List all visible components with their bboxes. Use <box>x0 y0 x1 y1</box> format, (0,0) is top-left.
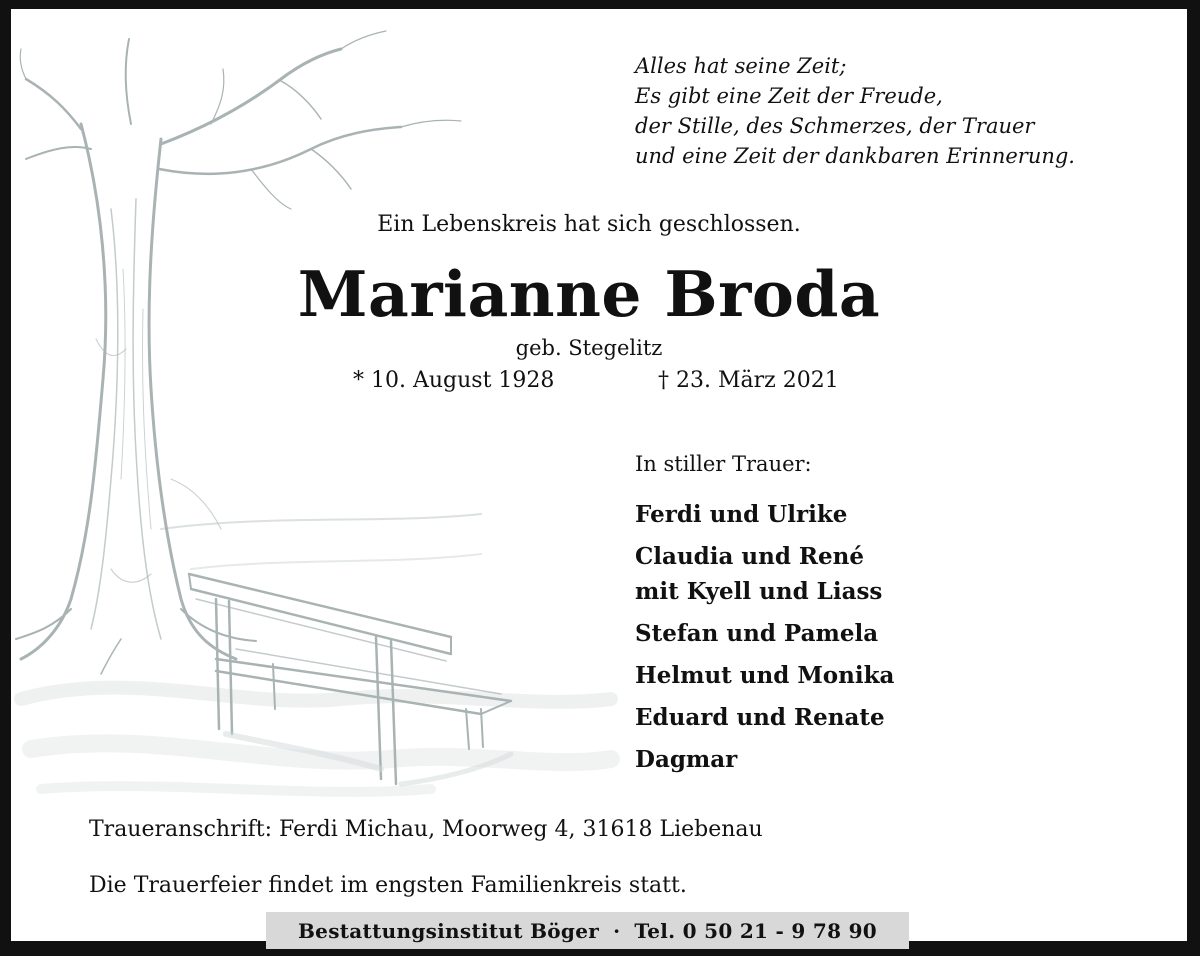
funeral-home-name: Bestattungsinstitut Böger <box>297 918 600 943</box>
intro-text: Ein Lebenskreis hat sich geschlossen. <box>377 212 801 237</box>
mourner-entry <box>635 658 894 693</box>
mourner-entry <box>635 539 894 609</box>
deceased-name: Marianne Broda <box>297 257 881 331</box>
mourner-line: Helmut und Monika <box>635 662 895 689</box>
mourner-entry <box>635 497 894 532</box>
poem-line: und eine Zeit der dankbaren Erinnerung. <box>635 144 1075 168</box>
mourner-line: mit Kyell und Liass <box>635 578 883 605</box>
ceremony-note: Die Trauerfeier findet im engsten Familienkreis statt. <box>89 873 687 898</box>
mourner-entry <box>635 742 894 777</box>
mourners-heading: In stiller Trauer: <box>635 452 812 476</box>
death-date: † 23. März 2021 <box>658 368 839 393</box>
mourner-line: Dagmar <box>635 746 738 773</box>
birth-date: * 10. August 1928 <box>353 368 555 393</box>
mourner-line: Ferdi und Ulrike <box>635 501 848 528</box>
mourner-line: Stefan und Pamela <box>635 620 879 647</box>
mourner-entry <box>635 700 894 735</box>
poem <box>635 51 1075 171</box>
tree-and-bench-illustration <box>11 9 631 829</box>
mourners-list <box>635 497 894 784</box>
footer-separator: · <box>613 918 621 943</box>
poem-line: Alles hat seine Zeit; <box>635 54 847 78</box>
maiden-name: geb. Stegelitz <box>515 336 663 360</box>
mourner-entry <box>635 616 894 651</box>
mourner-line: Eduard und Renate <box>635 704 885 731</box>
funeral-home-bar <box>266 912 909 949</box>
poem-line: Es gibt eine Zeit der Freude, <box>635 84 943 108</box>
mourner-line: Claudia und René <box>635 543 865 570</box>
mourning-address: Traueranschrift: Ferdi Michau, Moorweg 4, 31618 Liebenau <box>89 817 763 842</box>
poem-line: der Stille, des Schmerzes, der Trauer <box>635 114 1035 138</box>
funeral-home-phone: Tel. 0 50 21 - 9 78 90 <box>634 918 878 943</box>
